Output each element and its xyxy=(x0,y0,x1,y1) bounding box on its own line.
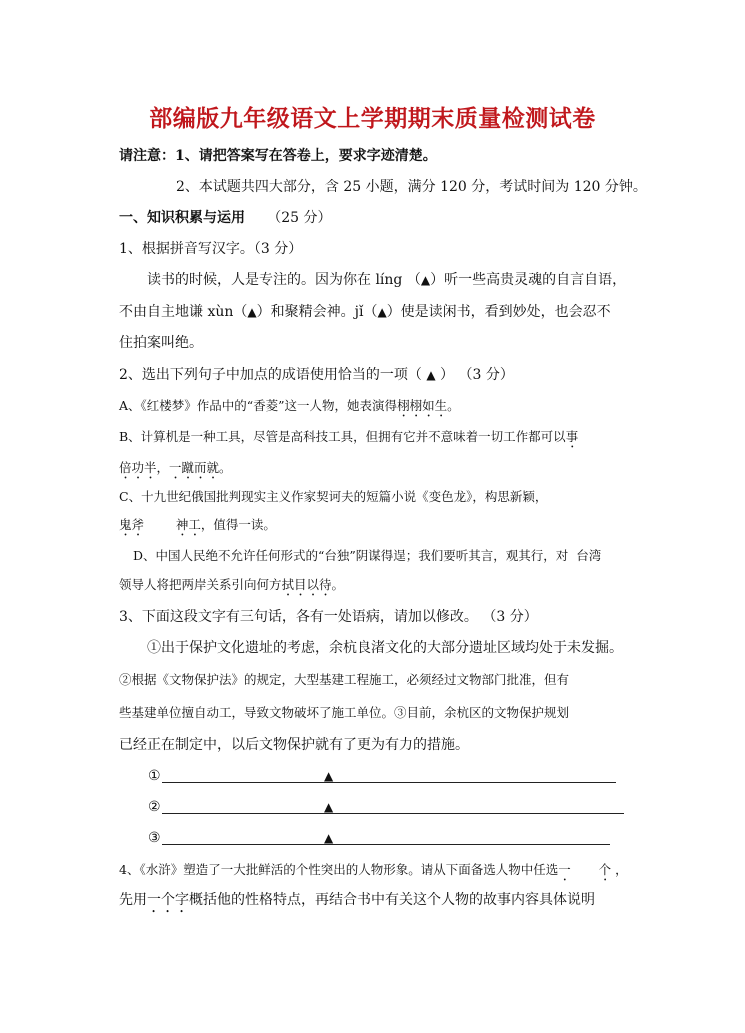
q1-p2-c: ）使是读闲书，看到妙处，也会忍不 xyxy=(386,304,611,320)
q4-l1-a: 4、《水浒》塑造了一大批鲜活的个性突出的人物形象。请从下面备选人物中任选 xyxy=(119,862,559,877)
answer-blank-mark: ▲ xyxy=(324,769,334,783)
answer-blank-mark: ▲ xyxy=(426,368,436,382)
q2-c2-post: ，值得一读。 xyxy=(200,517,276,532)
q4-l2-a: 先用 xyxy=(119,892,147,908)
exam-title: 部编版九年级语文上学期期末质量检测试卷 xyxy=(149,105,596,132)
blank-number: ② xyxy=(148,799,161,815)
answer-line xyxy=(162,844,610,845)
q4-l1-d: ， xyxy=(615,862,628,877)
section-1-heading-line xyxy=(119,209,332,227)
q2-a-idiom: 栩栩如生 xyxy=(397,398,448,413)
notice-item-1: 1、请把答案写在答卷上，要求字迹清楚。 xyxy=(175,148,437,164)
q2-a-pre: A、《红楼梦》作品中的“香菱”这一人物，她表演得 xyxy=(119,398,398,413)
q1-p2-a: 不由自主地谦 xùn（ xyxy=(119,304,248,320)
q2-b2-post: 。 xyxy=(219,460,232,475)
q2-option-b-line-2 xyxy=(119,459,232,482)
q4-l2-c: 个 xyxy=(161,892,175,908)
q1-paragraph-line-2 xyxy=(119,303,611,321)
q2-stem xyxy=(119,366,514,384)
q3-paragraph-line-2: ②根据《文物保护法》的规定，大型基建工程施工，必须经过文物部门批准，但有 xyxy=(119,672,570,687)
q1-paragraph-line-3: 住拍案叫绝。 xyxy=(119,335,203,351)
blank-number: ① xyxy=(148,768,161,784)
q2-d2-idiom: 拭目以待 xyxy=(281,577,332,592)
answer-blank-mark: ▲ xyxy=(247,305,257,319)
section-1-heading: 一、知识积累与运用 xyxy=(119,210,245,226)
q1-p1-b: ）听一些高贵灵魂的自言自语， xyxy=(430,272,627,288)
q2-b1-idiom: 事 xyxy=(565,429,579,444)
q4-l2-d: 字 xyxy=(175,892,189,908)
q4-l2-b: 一 xyxy=(147,892,161,908)
q4-line-1 xyxy=(119,861,628,884)
q2-option-d-line-2 xyxy=(119,576,344,599)
q3-paragraph-line-1: ①出于保护文化遗址的考虑，余杭良渚文化的大部分遗址区域均处于未发掘。 xyxy=(147,640,623,656)
q2-b1-pre: B、计算机是一种工具，尽管是高科技工具，但拥有它并不意味着一切工作都可以 xyxy=(119,429,566,444)
q2-c2-idiom-a: 鬼斧 xyxy=(119,517,145,532)
q4-line-2 xyxy=(119,891,595,916)
q3-paragraph-line-4: 已经正在制定中，以后文物保护就有了更为有力的措施。 xyxy=(119,737,469,753)
q3-answer-blank-2[interactable] xyxy=(148,798,626,816)
q2-option-c-line-1: C、十九世纪俄国批判现实主义作家契诃夫的短篇小说《变色龙》，构思新颖， xyxy=(119,489,548,504)
q1-stem: 1、根据拼音写汉字。（3 分） xyxy=(119,241,303,257)
q2-b2-idiom: 倍功半，一蹴而就 xyxy=(119,460,220,475)
answer-blank-mark: ▲ xyxy=(324,831,334,845)
q1-p1-a: 读书的时候，人是专注的。因为你在 líng （ xyxy=(147,272,421,288)
q4-l2-e: 概括他的性格特点，再结合书中有关这个人物的故事内容具体说明 xyxy=(189,892,595,908)
answer-line xyxy=(162,813,624,814)
q2-d1-post: 台湾 xyxy=(576,548,602,563)
q2-option-d-line-1 xyxy=(133,547,601,565)
notice-label: 请注意： xyxy=(119,148,175,164)
q2-d1-pre: D、中国人民绝不允许任何形式的“台独”阴谋得逞；我们要听其言，观其行，对 xyxy=(133,548,569,563)
q2-a-post: 。 xyxy=(447,398,460,413)
q1-p2-b: ）和聚精会神。jǐ（ xyxy=(256,304,378,320)
notice-line-1 xyxy=(119,147,437,165)
q1-paragraph-line-1 xyxy=(147,271,626,289)
q2-d2-pre: 领导人将把两岸关系引向何方 xyxy=(119,577,282,592)
notice-item-2: 2、本试题共四大部分，含 25 小题，满分 120 分，考试时间为 120 分钟。 xyxy=(176,179,647,195)
answer-line xyxy=(162,782,616,783)
q2-option-c-line-2 xyxy=(119,516,276,539)
q2-c2-idiom-b: 神工 xyxy=(175,517,201,532)
q3-answer-blank-3[interactable] xyxy=(148,829,612,847)
q3-paragraph-line-3: 些基建单位擅自动工，导致文物破坏了施工单位。③目前，余杭区的文物保护规划 xyxy=(119,705,570,720)
answer-blank-mark: ▲ xyxy=(377,305,387,319)
q4-l1-b: 一 xyxy=(558,862,571,877)
q2-stem-a: 2、选出下列句子中加点的成语使用恰当的一项（ xyxy=(119,367,427,383)
q2-d2-post: 。 xyxy=(331,577,345,592)
q2-option-b-line-1 xyxy=(119,428,578,451)
answer-blank-mark: ▲ xyxy=(420,273,431,287)
q2-option-a xyxy=(119,397,460,420)
blank-number: ③ xyxy=(148,830,161,846)
q3-stem: 3、下面这段文字有三句话，各有一处语病，请加以修改。 （3 分） xyxy=(119,609,538,625)
q2-stem-b: ） （3 分） xyxy=(435,367,514,383)
q3-answer-blank-1[interactable] xyxy=(148,767,618,785)
section-1-score: （25 分） xyxy=(267,210,332,226)
answer-blank-mark: ▲ xyxy=(324,800,334,814)
q4-l1-c: 个 xyxy=(598,862,612,877)
